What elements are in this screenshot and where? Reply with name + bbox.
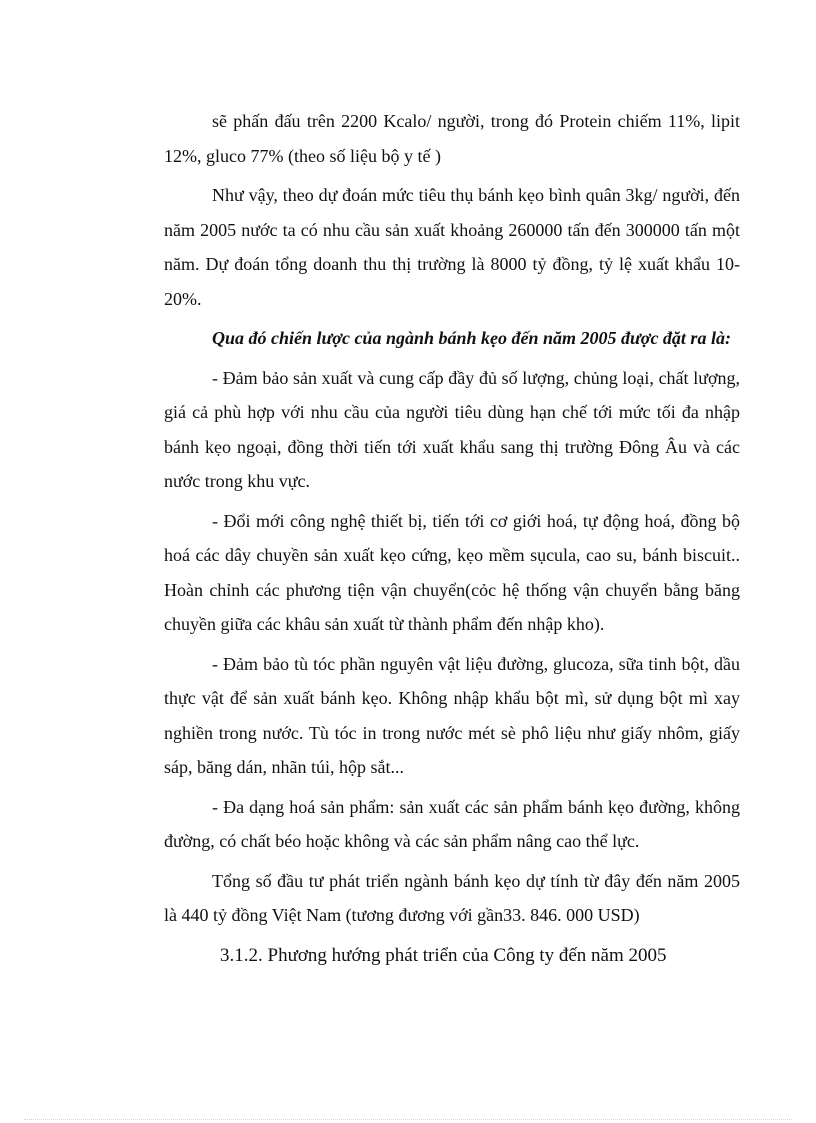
paragraph-nutrition: sẽ phấn đấu trên 2200 Kcalo/ người, trong đó Protein chiếm 11%, lipit 12%, gluco 77% (theo số liệu bộ y tế ) [164,111,740,166]
strategy-intro: Qua đó chiến lược của ngành bánh kẹo đến năm 2005 được đặt ra là: [212,328,731,348]
paragraph-consumption-forecast: Như vậy, theo dự đoán mức tiêu thụ bánh kẹo bình quân 3kg/ người, đến năm 2005 nước ta có nhu cầu sản xuất khoảng 260000 tấn đến 300000 tấn một năm. Dự đoán tổng doanh thu thị trường là 8000 tỷ đồng, tỷ lệ xuất khẩu 10- 20%. [164,185,740,309]
paragraph-investment: Tổng số đầu tư phát triển ngành bánh kẹo dự tính từ đây đến năm 2005 là 440 tỷ đồng Việt Nam (tương đương với gần33. 846. 000 USD) [164,870,740,925]
strategy-item-technology: - Đổi mới công nghệ thiết bị, tiến tới cơ giới hoá, tự động hoá, đồng bộ hoá các dây chuyền sản xuất kẹo cứng, kẹo mềm sụcula, cao su, bánh biscuit.. Hoàn chỉnh các phương tiện vận chuyển(cỏc hệ thống vận chuyển bằng băng chuyền giữa các khâu sản xuất từ thành phẩm đến nhập kho). [164,510,740,634]
page-bottom-divider [24,1119,792,1120]
section-heading: 3.1.2. Phương hướng phát triển của Công ty đến năm 2005 [220,944,667,966]
strategy-item-materials: - Đảm bảo tù tóc phần nguyên vật liệu đường, glucoza, sữa tinh bột, dầu thực vật để sản xuất bánh kẹo. Không nhập khẩu bột mì, sử dụng bột mì xay nghiền trong nước. Tù tóc in trong nước mét sè phô liệu như giấy nhôm, giấy sáp, băng dán, nhãn túi, hộp sắt... [164,653,740,777]
strategy-item-supply: - Đảm bảo sản xuất và cung cấp đầy đủ số lượng, chủng loại, chất lượng, giá cả phù hợp với nhu cầu của người tiêu dùng hạn chế tới mức tối đa nhập bánh kẹo ngoại, đồng thời tiến tới xuất khẩu sang thị trường Đông Âu và các nước trong khu vực. [164,367,740,491]
strategy-item-diversify: - Đa dạng hoá sản phẩm: sản xuất các sản phẩm bánh kẹo đường, không đường, có chất béo hoặc không và các sản phẩm nâng cao thể lực. [164,796,740,851]
document-page [164,104,740,973]
